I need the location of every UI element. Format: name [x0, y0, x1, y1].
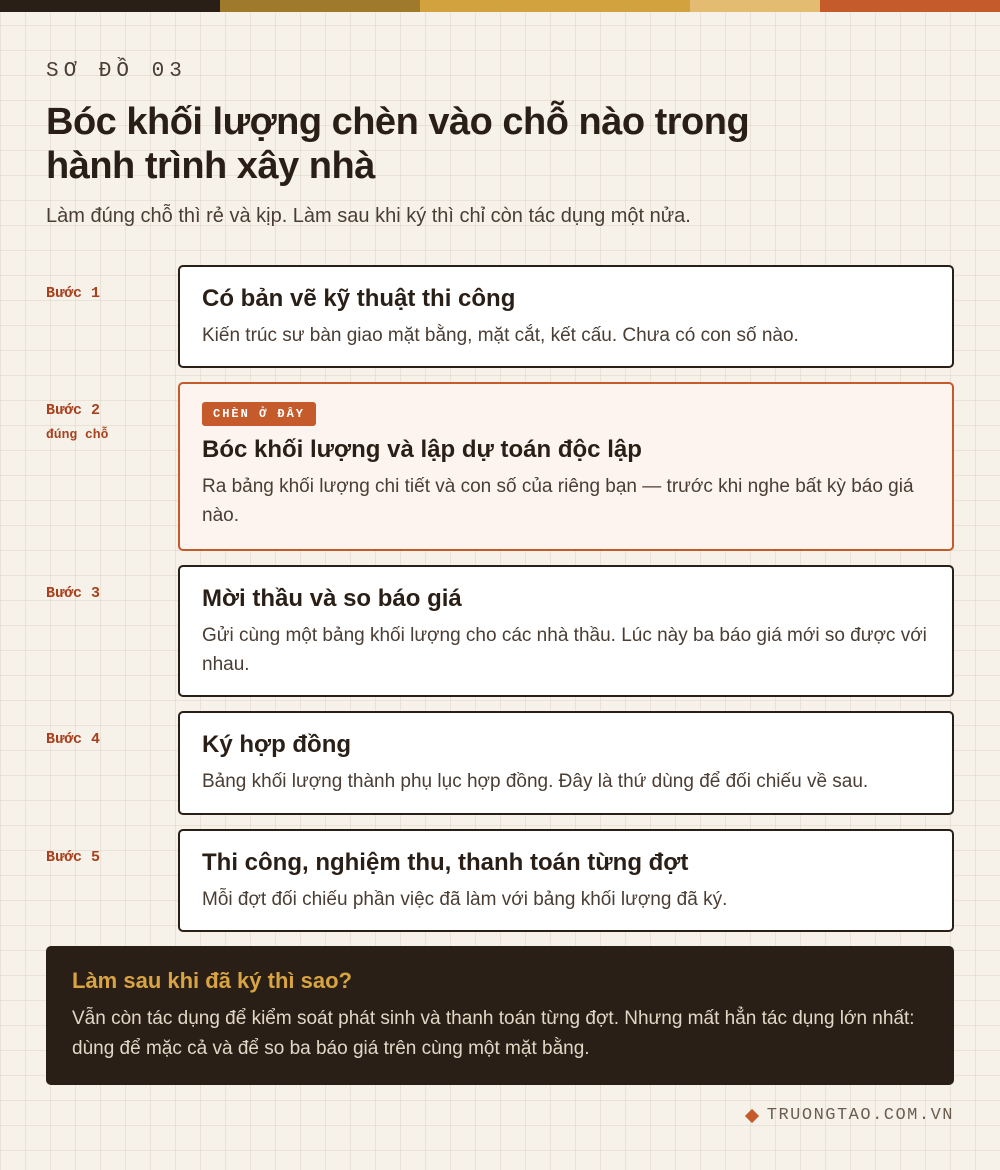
insert-here-badge: CHÈN Ở ĐÂY [202, 402, 316, 426]
after-signing-note [46, 946, 954, 1085]
step-title: Ký hợp đồng [202, 731, 352, 758]
step-title: Mời thầu và so báo giá [202, 585, 462, 612]
step-description: Gửi cùng một bảng khối lượng cho các nhà thầu. Lúc này ba báo giá mới so được với nhau. [202, 625, 927, 675]
step-label: Bước 1 [46, 285, 101, 302]
step-title: Có bản vẽ kỹ thuật thi công [202, 285, 516, 312]
step-label: Bước 3 [46, 585, 101, 602]
step-description: Kiến trúc sư bàn giao mặt bằng, mặt cắt, kết cấu. Chưa có con số nào. [202, 325, 799, 346]
step-card-3 [178, 565, 954, 697]
step-title: Thi công, nghiệm thu, thanh toán từng đợt [202, 849, 689, 876]
top-color-bar [0, 0, 1000, 12]
step-title: Bóc khối lượng và lập dự toán độc lập [202, 436, 642, 463]
color-bar-segment [420, 0, 690, 12]
step-label: Bước 4 [46, 731, 101, 748]
page-title: Bóc khối lượng chèn vào chỗ nào trong hành trình xây nhà [46, 101, 750, 187]
step-label: Bước 2 [46, 402, 101, 419]
step-description: Mỗi đợt đối chiếu phần việc đã làm với bảng khối lượng đã ký. [202, 889, 728, 910]
color-bar-segment [820, 0, 1000, 12]
page-subtitle: Làm đúng chỗ thì rẻ và kịp. Làm sau khi ký thì chỉ còn tác dụng một nửa. [46, 205, 691, 227]
step-sublabel: đúng chỗ [46, 427, 109, 442]
step-description: Ra bảng khối lượng chi tiết và con số của riêng bạn — trước khi nghe bất kỳ báo giá nào. [202, 476, 914, 526]
footer-credit [747, 1106, 954, 1125]
site-name: TRUONGTAO.COM.VN [766, 1106, 954, 1125]
step-card-1 [178, 265, 954, 368]
note-title: Làm sau khi đã ký thì sao? [72, 968, 352, 993]
color-bar-segment [0, 0, 220, 12]
color-bar-segment [220, 0, 420, 12]
step-card-4 [178, 711, 954, 815]
step-label: Bước 5 [46, 849, 101, 866]
diamond-icon [745, 1108, 759, 1122]
step-card-5 [178, 829, 954, 932]
step-card-2-highlighted [178, 382, 954, 551]
step-description: Bảng khối lượng thành phụ lục hợp đồng. Đây là thứ dùng để đối chiếu về sau. [202, 771, 869, 792]
diagram-number: SƠ ĐỒ 03 [46, 60, 187, 83]
note-text: Vẫn còn tác dụng để kiểm soát phát sinh và thanh toán từng đợt. Nhưng mất hẳn tác dụng lớn nhất: dùng để mặc cả và để so ba báo giá trên cùng một mặt bằng. [72, 1008, 915, 1059]
color-bar-segment [690, 0, 820, 12]
